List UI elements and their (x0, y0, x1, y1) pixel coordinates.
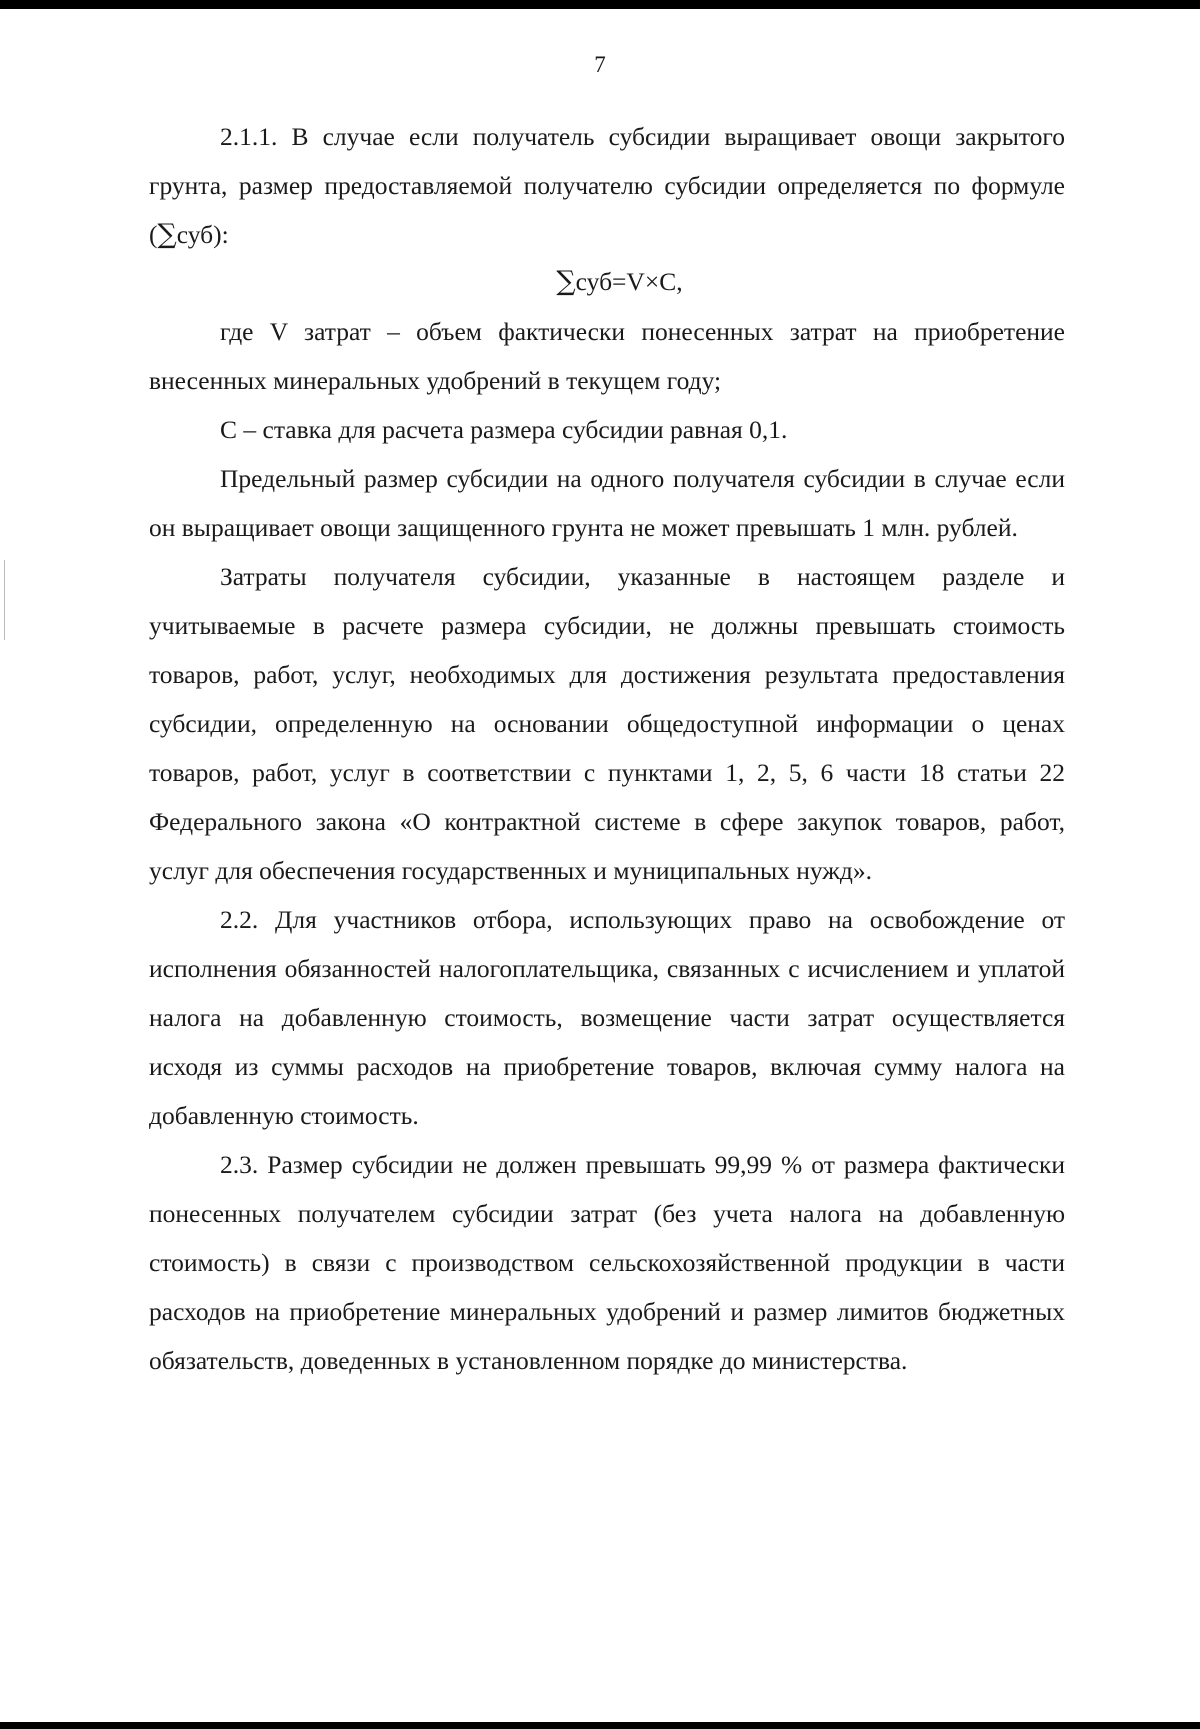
paragraph-costs: Затраты получателя субсидии, указанные в настоящем разделе и учитываемые в расчете размера субсидии, не должны превышать стоимость товаров, работ, услуг, необходимых для достижения результата предоставления субсидии, определенную на основании общедоступной информации о ценах товаров, работ, услуг в соответствии с пунктами 1, 2, 5, 6 части 18 статьи 22 Федерального закона «О контрактной системе в сфере закупок товаров, работ, услуг для обеспечения государственных и муниципальных нужд». (149, 562, 1065, 885)
document-body (149, 112, 1065, 1385)
paragraph-2-2: 2.2. Для участников отбора, использующих право на освобождение от исполнения обязанностей налогоплательщика, связанных с исчислением и уплатой налога на добавленную стоимость, возмещение части затрат осуществляется исходя из суммы расходов на приобретение товаров, включая сумму налога на добавленную стоимость. (149, 905, 1065, 1130)
paragraph-2-1-1-intro (149, 112, 1065, 259)
paragraph-2-1-1-tail: суб): (176, 220, 229, 249)
scan-edge-left (4, 560, 5, 640)
scan-edge-top (0, 0, 1200, 9)
formula-expression: суб=V×С, (575, 267, 683, 296)
paragraph-limit: Предельный размер субсидии на одного получателя субсидии в случае если он выращивает овощи защищенного грунта не может превышать 1 млн. рублей. (149, 464, 1065, 542)
paragraph-2-1-1-text: 2.1.1. В случае если получатель субсидии выращивает овощи закрытого грунта, размер предоставляемой получателю субсидии определяется по формуле ( (149, 122, 1065, 249)
paragraph-where-v: где V затрат – объем фактически понесенных затрат на приобретение внесенных минеральных удобрений в текущем году; (149, 317, 1065, 395)
formula-sigma-symbol: ∑ (556, 266, 576, 297)
page-number: 7 (594, 52, 606, 77)
scan-edge-bottom (0, 1722, 1200, 1729)
sigma-symbol: ∑ (157, 219, 177, 250)
paragraph-where-c: С – ставка для расчета размера субсидии равная 0,1. (220, 415, 788, 444)
formula (149, 259, 1065, 305)
paragraph-2-3: 2.3. Размер субсидии не должен превышать 99,99 % от размера фактически понесенных получателем субсидии затрат (без учета налога на добавленную стоимость) в связи с производством сельскохозяйственной продукции в части расходов на приобретение минеральных удобрений и размер лимитов бюджетных обязательств, доведенных в установленном порядке до министерства. (149, 1150, 1065, 1375)
